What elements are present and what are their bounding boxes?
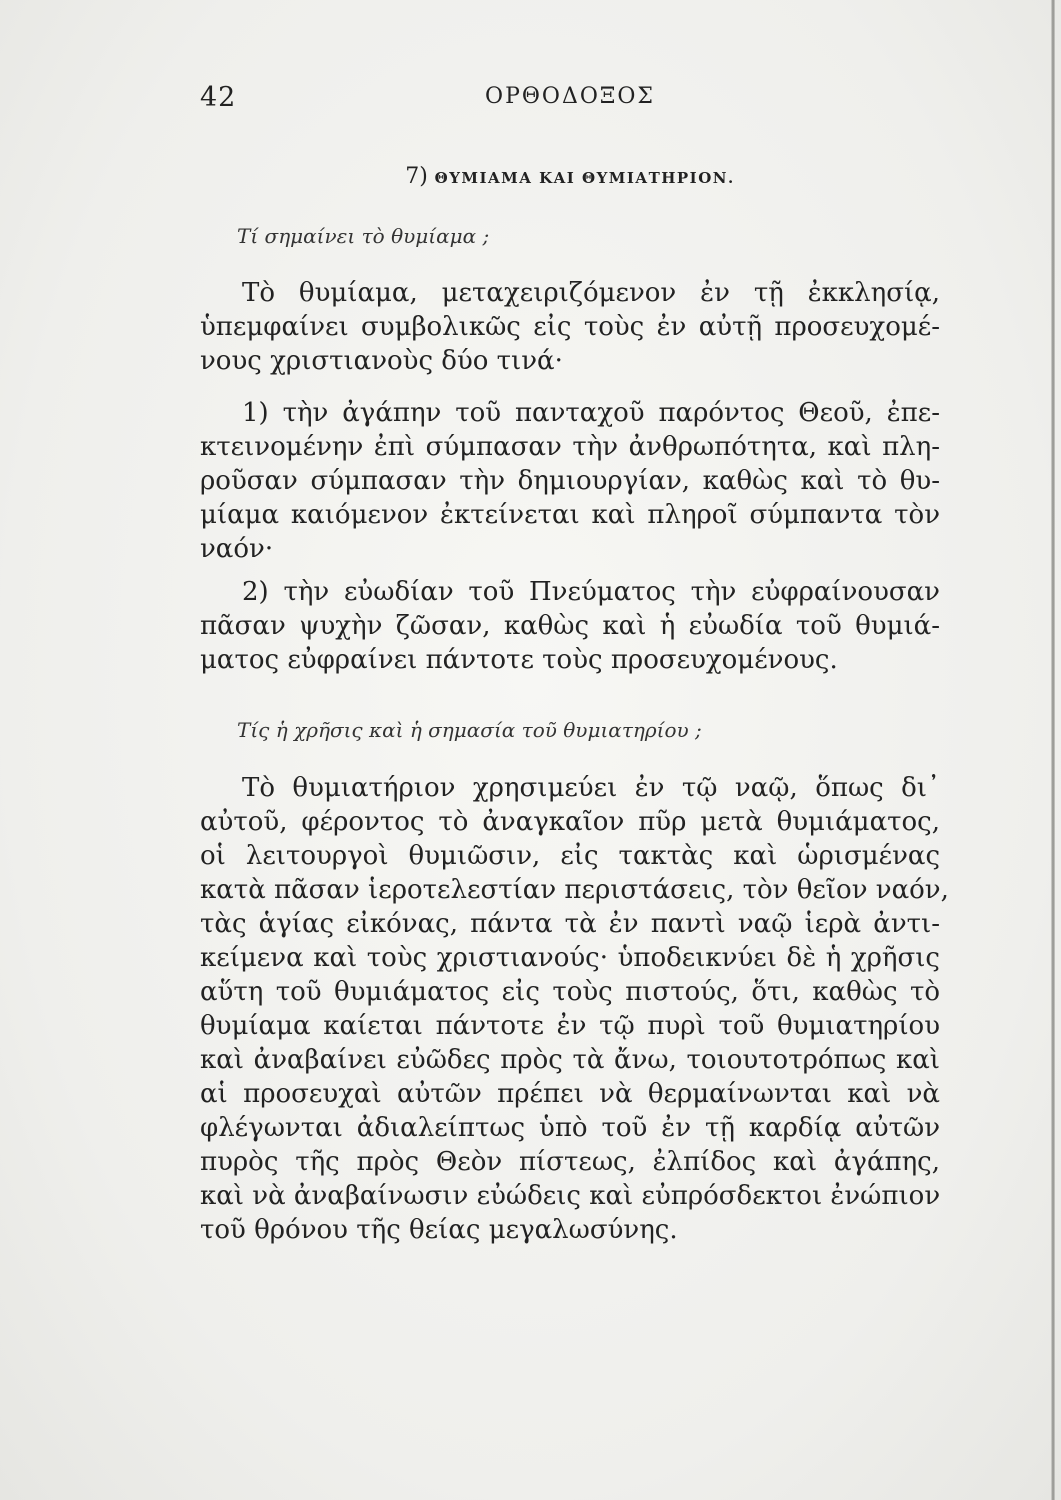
text-line: κτεινομένην ἐπὶ σύμπασαν τὴν ἀνθρωπότητα, καὶ πλη- — [200, 432, 940, 462]
answer-2 — [200, 771, 949, 1247]
text-line: φλέγωνται ἀδιαλείπτως ὑπὸ τοῦ ἐν τῇ καρδίᾳ αὐτῶν — [200, 1113, 940, 1143]
text-line: αἱ προσευχαὶ αὐτῶν πρέπει νὰ θερμαίνωνται καὶ νὰ — [200, 1079, 940, 1109]
section-title: ΘΥΜΙΑΜΑ ΚΑΙ ΘΥΜΙΑΤΗΡΙΟΝ. — [434, 169, 735, 187]
text-line: ναόν· — [200, 534, 274, 564]
text-line: οἱ λειτουργοὶ θυμιῶσιν, εἰς τακτὰς καὶ ὡρισμένας — [200, 841, 940, 871]
running-title: ΟΡΘΟΔΟΞΟΣ — [485, 84, 655, 109]
text-line: μίαμα καιόμενον ἐκτείνεται καὶ πληροῖ σύμπαντα τὸν — [200, 500, 940, 530]
text-line: αὐτοῦ, φέροντος τὸ ἀναγκαῖον πῦρ μετὰ θυμιάματος, — [200, 807, 940, 837]
text-line: θυμίαμα καίεται πάντοτε ἐν τῷ πυρὶ τοῦ θυμιατηρίου — [200, 1011, 940, 1041]
text-line: νους χριστιανοὺς δύο τινά· — [200, 346, 563, 376]
text-line: 1) τὴν ἀγάπην τοῦ πανταχοῦ παρόντος Θεοῦ, ἐπε- — [242, 398, 940, 428]
question-1: Τί σημαίνει τὸ θυμίαμα ; — [237, 224, 490, 248]
page-edge-shadow — [1051, 0, 1055, 1500]
answer-1-point-2 — [200, 575, 940, 677]
page-number: 42 — [200, 82, 237, 113]
text-line: Τὸ θυμιατήριον χρησιμεύει ἐν τῷ ναῷ, ὅπως δι᾽ — [242, 773, 940, 803]
text-line: κατὰ πᾶσαν ἱεροτελεστίαν περιστάσεις, τὸν θεῖον ναόν, — [200, 875, 949, 905]
page-header — [200, 82, 940, 122]
text-line: ματος εὐφραίνει πάντοτε τοὺς προσευχομένους. — [200, 645, 838, 675]
question-2: Τίς ἡ χρῆσις καὶ ἡ σημασία τοῦ θυμιατηρίου ; — [237, 718, 702, 742]
text-line: καὶ νὰ ἀναβαίνωσιν εὐώδεις καὶ εὐπρόσδεκτοι ἐνώπιον — [200, 1181, 941, 1211]
text-line: πυρὸς τῆς πρὸς Θεὸν πίστεως, ἐλπίδος καὶ ἀγάπης, — [200, 1147, 940, 1177]
text-line: πᾶσαν ψυχὴν ζῶσαν, καθὼς καὶ ἡ εὐωδία τοῦ θυμιά- — [200, 611, 940, 641]
text-line: τοῦ θρόνου τῆς θείας μεγαλωσύνης. — [200, 1215, 678, 1245]
text-line: καὶ ἀναβαίνει εὐῶδες πρὸς τὰ ἄνω, τοιουτοτρόπως καὶ — [200, 1045, 940, 1075]
text-line: ροῦσαν σύμπασαν τὴν δημιουργίαν, καθὼς καὶ τὸ θυ- — [200, 466, 940, 496]
answer-1-intro — [200, 276, 940, 378]
text-line: ὑπεμφαίνει συμβολικῶς εἰς τοὺς ἐν αὐτῇ προσευχομέ- — [200, 312, 940, 342]
text-line: κείμενα καὶ τοὺς χριστιανούς· ὑποδεικνύει δὲ ἡ χρῆσις — [200, 943, 940, 973]
section-number: 7) — [405, 164, 428, 189]
text-line: τὰς ἁγίας εἰκόνας, πάντα τὰ ἐν παντὶ ναῷ ἱερὰ ἀντι- — [200, 909, 940, 939]
text-line: Τὸ θυμίαμα, μεταχειριζόμενον ἐν τῇ ἐκκλησίᾳ, — [242, 278, 940, 308]
text-line: αὕτη τοῦ θυμιάματος εἰς τοὺς πιστούς, ὅτι, καθὼς τὸ — [200, 977, 940, 1007]
answer-1-point-1 — [200, 396, 940, 566]
section-heading — [200, 164, 940, 189]
text-line: 2) τὴν εὐωδίαν τοῦ Πνεύματος τὴν εὐφραίνουσαν — [242, 577, 940, 607]
